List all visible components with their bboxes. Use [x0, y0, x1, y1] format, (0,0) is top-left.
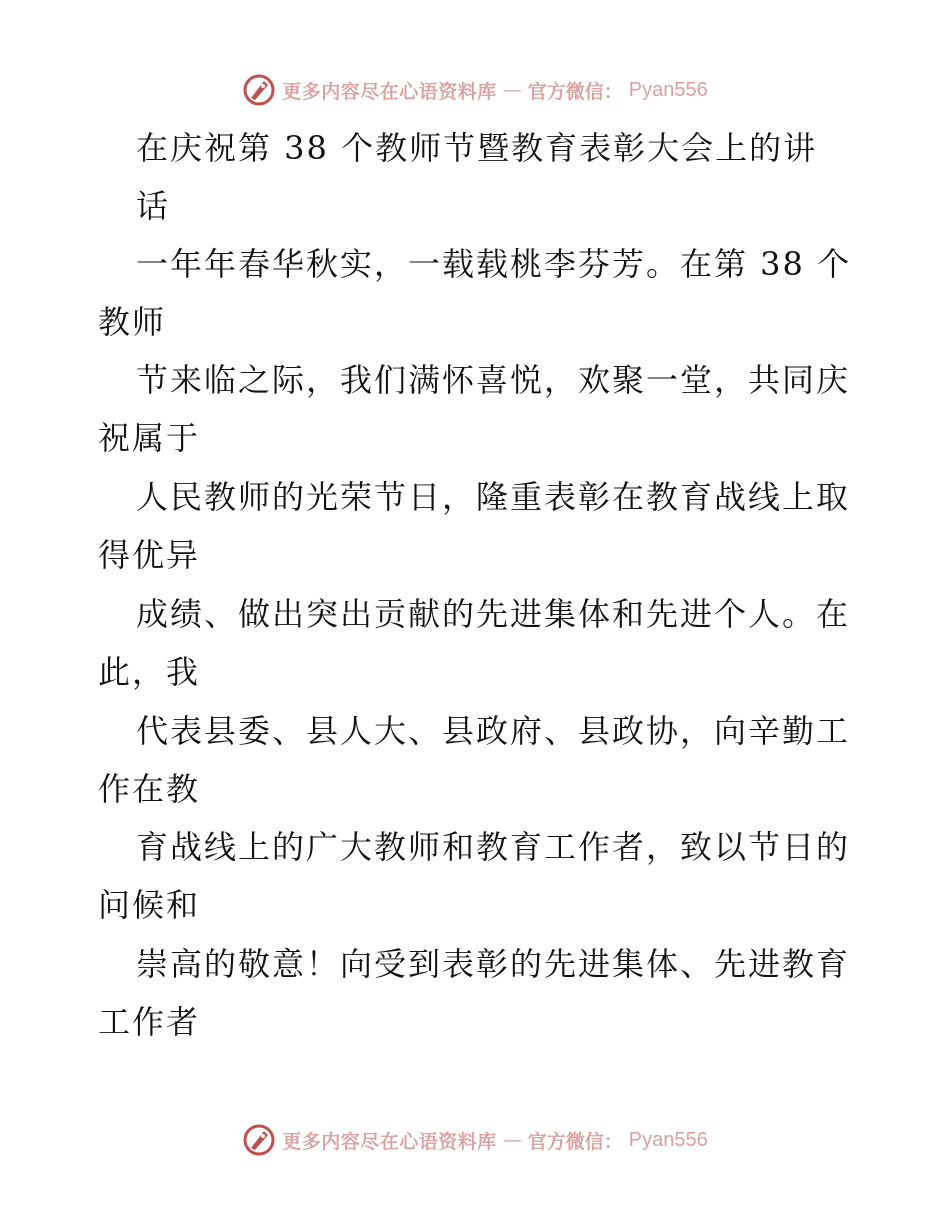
document-title-line-2: 话: [136, 187, 171, 225]
banner-wechat-id: Pyan556: [628, 78, 708, 101]
body-line: 得优异: [98, 536, 201, 574]
body-line: 育战线上的广大教师和教育工作者，致以节日的: [136, 828, 851, 866]
body-line: 祝属于: [98, 419, 201, 457]
body-line: 问候和: [98, 886, 201, 924]
banner-text: 更多内容尽在心语资料库: [282, 1130, 497, 1153]
banner-separator: —: [502, 1129, 522, 1151]
body-line: 崇高的敬意！向受到表彰的先进集体、先进教育: [136, 945, 851, 983]
banner-text: 更多内容尽在心语资料库: [282, 80, 497, 103]
banner-wechat-label: 官方微信：: [527, 1130, 623, 1153]
pen-nib-logo-icon: [242, 1123, 276, 1157]
body-line: 作在教: [98, 770, 201, 808]
body-line: 人民教师的光荣节日，隆重表彰在教育战线上取: [136, 478, 851, 516]
document-title-line-1: 在庆祝第 38 个教师节暨教育表彰大会上的讲: [136, 129, 818, 167]
body-line: 工作者: [98, 1003, 201, 1041]
banner-separator: —: [502, 79, 522, 101]
body-line: 成绩、做出突出贡献的先进集体和先进个人。在: [136, 595, 851, 633]
body-line: 此，我: [98, 653, 201, 691]
header-banner: [0, 70, 950, 110]
footer-banner: [0, 1120, 950, 1160]
body-line: 代表县委、县人大、县政府、县政协，向辛勤工: [136, 712, 851, 750]
banner-wechat-label: 官方微信：: [527, 80, 623, 103]
body-line: 一年年春华秋实，一载载桃李芬芳。在第 38 个: [136, 245, 852, 283]
body-line: 节来临之际，我们满怀喜悦，欢聚一堂，共同庆: [136, 361, 851, 399]
pen-nib-logo-icon: [242, 73, 276, 107]
banner-wechat-id: Pyan556: [628, 1128, 708, 1151]
body-line: 教师: [98, 303, 167, 341]
